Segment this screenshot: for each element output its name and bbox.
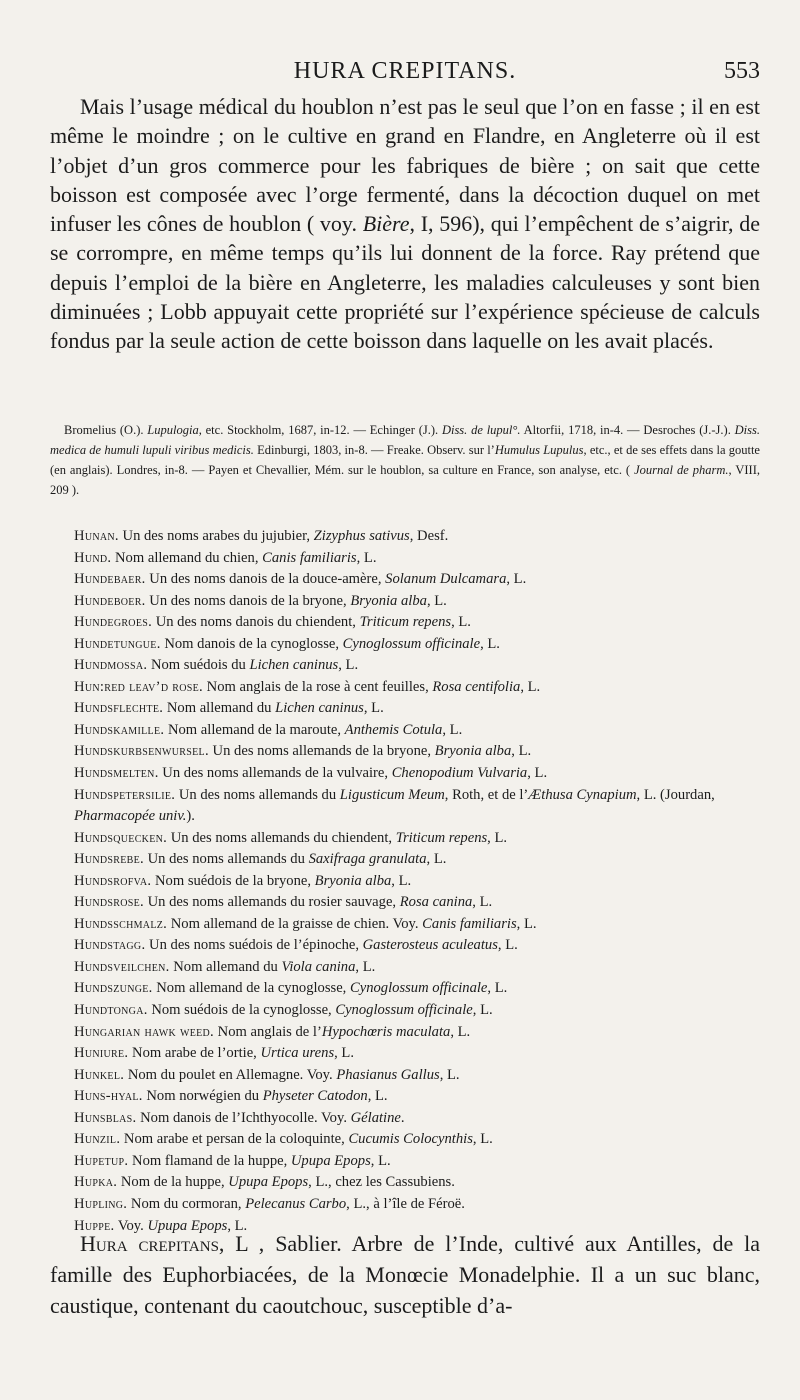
entry-text: Nom arabe et persan de la coloquinte, [120, 1131, 349, 1148]
entry-text: Un des noms danois du chiendent, [152, 614, 360, 631]
entry-text: , L. [450, 1023, 471, 1040]
bibliography-fragment: Altorfii, 1718, in-4. — Desroches (J.-J.). [520, 423, 735, 437]
dictionary-entry [50, 698, 760, 720]
dictionary-entry [50, 828, 760, 850]
entry-latin-name: Canis familiaris [422, 915, 517, 932]
entry-latin-name: Viola canina [281, 958, 356, 975]
entry-text: , L. [334, 1045, 354, 1062]
entry-text: , L. [338, 657, 359, 674]
page-header [50, 58, 760, 92]
entry-latin-name: Urtica urens [260, 1045, 335, 1062]
entry-text: Nom allemand du [163, 700, 276, 717]
bibliography [50, 420, 760, 500]
entry-latin-name: Phasianus Gallus [336, 1066, 440, 1083]
bibliography-fragment: Edinburgi, 1803, in-8. — Freake. Observ. sur l’ [253, 443, 495, 457]
entry-latin-name: Bryonia alba [350, 592, 427, 609]
entry-text: , L., à l’île de Féroë. [346, 1195, 465, 1212]
entry-text: Nom de la huppe, [117, 1174, 229, 1191]
entry-text: Nom allemand de la graisse de chien. Voy. [167, 915, 423, 932]
dictionary-entry [50, 935, 760, 957]
dictionary-entry [50, 634, 760, 656]
entry-text: , L. [227, 1217, 248, 1234]
entry-latin-name: Pharmacopée univ. [74, 808, 187, 825]
entry-latin-name: Upupa Epops [147, 1217, 228, 1234]
entry-text: Nom allemand de la cynoglosse, [152, 980, 350, 997]
entry-latin-name: Cynoglossum officinale [342, 635, 481, 652]
entry-latin-name: Gélatine [350, 1109, 401, 1126]
entry-latin-name: Physeter Catodon [262, 1088, 368, 1105]
entry-latin-name: Æthusa Cynapium [528, 786, 637, 803]
entry-latin-name: Bryonia alba [314, 872, 392, 889]
entry-text: Nom norwégien du [142, 1088, 263, 1105]
entry-latin-name: Ligusticum Meum [339, 786, 445, 803]
entry-term: Hund. [74, 549, 112, 566]
entry-text: , L. [506, 571, 527, 588]
entry-text: , L. [356, 549, 377, 566]
entry-text: , L. [516, 915, 537, 932]
entry-term: Hundsveilchen. [74, 958, 170, 975]
dictionary-entry [50, 1172, 760, 1194]
dictionary-entry [50, 957, 760, 979]
intro-ref: Bière [362, 211, 410, 237]
dictionary-entry [50, 677, 760, 699]
dictionary-entry [50, 978, 760, 1000]
entry-term: Hundeboer. [74, 592, 146, 609]
entry-text: , L. [426, 592, 447, 609]
entry-term: Hundsmelten. [74, 765, 159, 782]
entry-term: Hundsrebe. [74, 851, 144, 868]
entry-text: , L. [487, 829, 508, 846]
dictionary-entry [50, 1194, 760, 1216]
entry-latin-name: Rosa canina [399, 894, 473, 911]
entry-text: , L. [480, 635, 500, 652]
entry-text: , L. [527, 765, 548, 782]
dictionary-entry [50, 569, 760, 591]
bibliography-fragment: , etc. Stockholm, 1687, in-12. — Echinger (J.). [198, 423, 442, 437]
intro-text-2: , I, 596), qui l’empêchent de s’aigrir, de se corrompre, en même temps qu’ils lui donnent de la force. Ray prétend que depuis l’emploi de la bière en Angleterre, les maladies calculeuses y sont bien diminuées ; Lobb appuyait cette propriété sur l’expérience spécieuse de calculs fondus par la seule action de cette boisson dans laquelle on les avait placés. [50, 211, 760, 354]
entry-text: Nom arabe de l’ortie, [128, 1045, 261, 1062]
dictionary-entry [50, 1065, 760, 1087]
entry-term: Huniure. [74, 1045, 129, 1062]
entry-latin-name: Cynoglossum officinale [335, 1002, 473, 1019]
entry-text: , L., chez les Cassubiens. [308, 1174, 455, 1191]
entry-term: Hundszunge. [74, 980, 153, 997]
entry-term: Huppe. [74, 1217, 115, 1234]
entry-latin-name: Bryonia alba [434, 743, 512, 760]
entry-text: Un des noms allemands du chiendent, [167, 829, 396, 846]
entry-latin-name: Anthemis Cotula [344, 721, 443, 738]
entry-text: , Desf. [409, 528, 449, 544]
entry-text: , L. [497, 937, 518, 954]
dictionary-entry [50, 591, 760, 613]
intro-paragraph [50, 92, 760, 356]
entry-text: , L. [472, 1131, 493, 1148]
entry-term: Hundskamille. [74, 721, 165, 738]
entry-term: Hundetungue. [74, 635, 161, 652]
entry-text: Un des noms danois de la bryone, [145, 592, 351, 609]
entry-text: , L. [487, 980, 508, 997]
entry-text: , L. [442, 721, 463, 738]
bibliography-fragment: Humulus Lupulus [494, 443, 584, 457]
entry-text: , L. [370, 1152, 391, 1169]
entry-term: Hundsquecken. [74, 829, 168, 846]
entry-text: Nom anglais de l’ [214, 1023, 322, 1040]
entry-text: Nom allemand de la maroute, [164, 721, 345, 738]
entry-latin-name: Triticum repens [395, 829, 488, 846]
entry-text: Nom danois de la cynoglosse, [160, 635, 343, 652]
entry-text: Nom du cormoran, [127, 1195, 246, 1212]
entry-text: Nom danois de l’Ichthyocolle. Voy. [136, 1109, 351, 1126]
entry-text: Un des noms allemands de la vulvaire, [158, 765, 392, 782]
entry-term: Hundmossa. [74, 657, 148, 674]
entry-latin-name: Triticum repens [359, 614, 452, 631]
entry-text: Nom suédois du [147, 657, 250, 674]
entry-term: Hunkel. [74, 1066, 125, 1083]
bibliography-fragment: Journal de pharm. [634, 463, 729, 477]
entry-text: Nom suédois de la cynoglosse, [147, 1002, 336, 1019]
entry-latin-name: Saxifraga granulata [308, 851, 427, 868]
dictionary-entry [50, 1129, 760, 1151]
entry-text: , L. [426, 851, 447, 868]
entry-text: Un des noms allemands de la bryone, [208, 743, 435, 760]
entry-term: Hupka. [74, 1174, 118, 1191]
running-title: HURA CREPITANS. [293, 58, 517, 84]
entry-text: Un des noms allemands du [175, 786, 340, 803]
entry-text: Nom flamand de la huppe, [128, 1152, 291, 1169]
entry-text: , L. [451, 614, 471, 631]
entry-latin-name: Canis familiaris [262, 549, 357, 566]
entry-text: , L. [391, 872, 412, 889]
entry-term: Hundtonga. [74, 1002, 148, 1019]
entry-latin-name: Lichen caninus [275, 700, 364, 717]
entry-term: Hunan. [74, 528, 119, 544]
entry-latin-name: Hypochœris maculata [321, 1023, 451, 1040]
entry-latin-name: Upupa Epops [228, 1174, 309, 1191]
dictionary-entry [50, 1108, 760, 1130]
closing-paragraph [50, 1228, 760, 1321]
bibliography-fragment: , VIII, 209 ). [50, 463, 760, 497]
entry-term: Hundsrose. [74, 894, 144, 911]
entry-term: Hundskurbsenwursel. [74, 743, 209, 760]
entry-term: Hunzil. [74, 1131, 121, 1148]
entry-term: Hupetup. [74, 1152, 129, 1169]
entry-term: Hungarian hawk weed. [74, 1023, 214, 1040]
entry-text: Nom anglais de la rose à cent feuilles, [203, 678, 433, 695]
entry-text: ). [186, 808, 195, 825]
dictionary-entry [50, 741, 760, 763]
entry-term: Hundspetersilie. [74, 786, 176, 803]
entry-text: Nom du poulet en Allemagne. Voy. [124, 1066, 337, 1083]
entry-term: Hundebaer. [74, 571, 146, 588]
entry-term: Hundsflechte. [74, 700, 164, 717]
entry-text: , L. [472, 1002, 493, 1019]
entry-latin-name: Gasterosteus aculeatus [362, 937, 498, 954]
entry-text: , L. [511, 743, 532, 760]
entry-text: Voy. [114, 1217, 148, 1234]
entry-term: Huns-hyal. [74, 1088, 143, 1105]
entry-latin-name: Pelecanus Carbo [245, 1195, 347, 1212]
dictionary-entry [50, 1151, 760, 1173]
entry-latin-name: Chenopodium Vulvaria [391, 765, 528, 782]
entry-text: , L. [520, 678, 541, 695]
entry-text: Un des noms danois de la douce-amère, [145, 571, 386, 588]
entry-term: Hundsschmalz. [74, 915, 168, 932]
entry-text: , L. (Jourdan, [636, 786, 715, 803]
dictionary-entry [50, 914, 760, 936]
closing-term: Hura crepitans [80, 1231, 219, 1256]
dictionary-entry [50, 655, 760, 677]
entry-text: , L. [472, 894, 493, 911]
entry-latin-name: Cynoglossum officinale [349, 980, 488, 997]
entry-text: , L. [363, 700, 384, 717]
bibliography-fragment: Lupulogia [147, 423, 199, 437]
entry-text: Nom allemand du [169, 958, 282, 975]
entry-text: , L. [367, 1088, 388, 1105]
entry-text: Un des noms allemands du rosier sauvage, [143, 894, 400, 911]
entry-text: Un des noms suédois de l’épinoche, [145, 937, 363, 954]
dictionary-entry [50, 892, 760, 914]
entry-latin-name: Solanum Dulcamara [385, 571, 507, 588]
bibliography-fragment: Diss. de lupul°. [441, 423, 521, 437]
dictionary-entry [50, 612, 760, 634]
dictionary-entry [50, 1086, 760, 1108]
entry-text: , L. [439, 1066, 460, 1083]
dictionary-entry [50, 1022, 760, 1044]
entry-text: , L. [355, 958, 376, 975]
entry-latin-name: Upupa Epops [290, 1152, 371, 1169]
bibliography-fragment: , etc., et de ses effets dans la goutte (en anglais). Londres, in-8. — Payen et Chevallier, Mém. sur le houblon, sa culture en France, son analyse, etc. ( [50, 443, 760, 477]
entry-text: Nom allemand du chien, [111, 549, 263, 566]
dictionary-entry [50, 548, 760, 570]
dictionary-entry [50, 1000, 760, 1022]
entry-term: Hundegroes. [74, 614, 153, 631]
entry-latin-name: Rosa centifolia [432, 678, 521, 695]
dictionary-entry [50, 871, 760, 893]
entry-term: Hundsrofva. [74, 872, 152, 889]
entry-latin-name: Cucumis Colocynthis [348, 1131, 473, 1148]
bibliography-fragment: Diss. medica de humuli lupuli viribus medicis. [50, 423, 760, 457]
closing-text: , L , Sablier. Arbre de l’Inde, cultivé aux Antilles, de la famille des Euphorbiacées, de la Monœcie Monadelphie. Il a un suc blanc, caustique, contenant du caoutchouc, susceptible d’a- [50, 1231, 760, 1318]
dictionary-entry [50, 526, 760, 548]
entry-text: , Roth, et de l’ [444, 786, 529, 803]
entry-text: Un des noms arabes du jujubier, [118, 528, 314, 544]
dictionary-entry [50, 763, 760, 785]
page-number: 553 [724, 58, 760, 84]
entry-term: Hun:red leav’d rose. [74, 678, 203, 695]
entry-list [50, 526, 760, 1237]
dictionary-entry [50, 849, 760, 871]
dictionary-entry [50, 1043, 760, 1065]
entry-text: . [400, 1109, 405, 1126]
intro-text: Mais l’usage médical du houblon n’est pas le seul que l’on en fasse ; il en est même le moindre ; on le cultive en grand en Flandre, en Angleterre où il est l’objet d’un gros commerce pour les fabriques de bière ; on sait que cette boisson est composée avec l’orge fermenté, dans la décoction duquel on met infuser les cônes de houblon ( voy. [50, 94, 760, 237]
entry-term: Hupling. [74, 1195, 128, 1212]
entry-text: Un des noms allemands du [143, 851, 309, 868]
dictionary-entry [50, 720, 760, 742]
entry-latin-name: Zizyphus sativus [313, 528, 410, 544]
entry-latin-name: Lichen caninus [249, 657, 339, 674]
bibliography-fragment: Bromelius (O.). [64, 423, 148, 437]
entry-text: Nom suédois de la bryone, [151, 872, 315, 889]
entry-term: Hunsblas. [74, 1109, 137, 1126]
entry-term: Hundstagg. [74, 937, 146, 954]
dictionary-entry [50, 785, 760, 828]
